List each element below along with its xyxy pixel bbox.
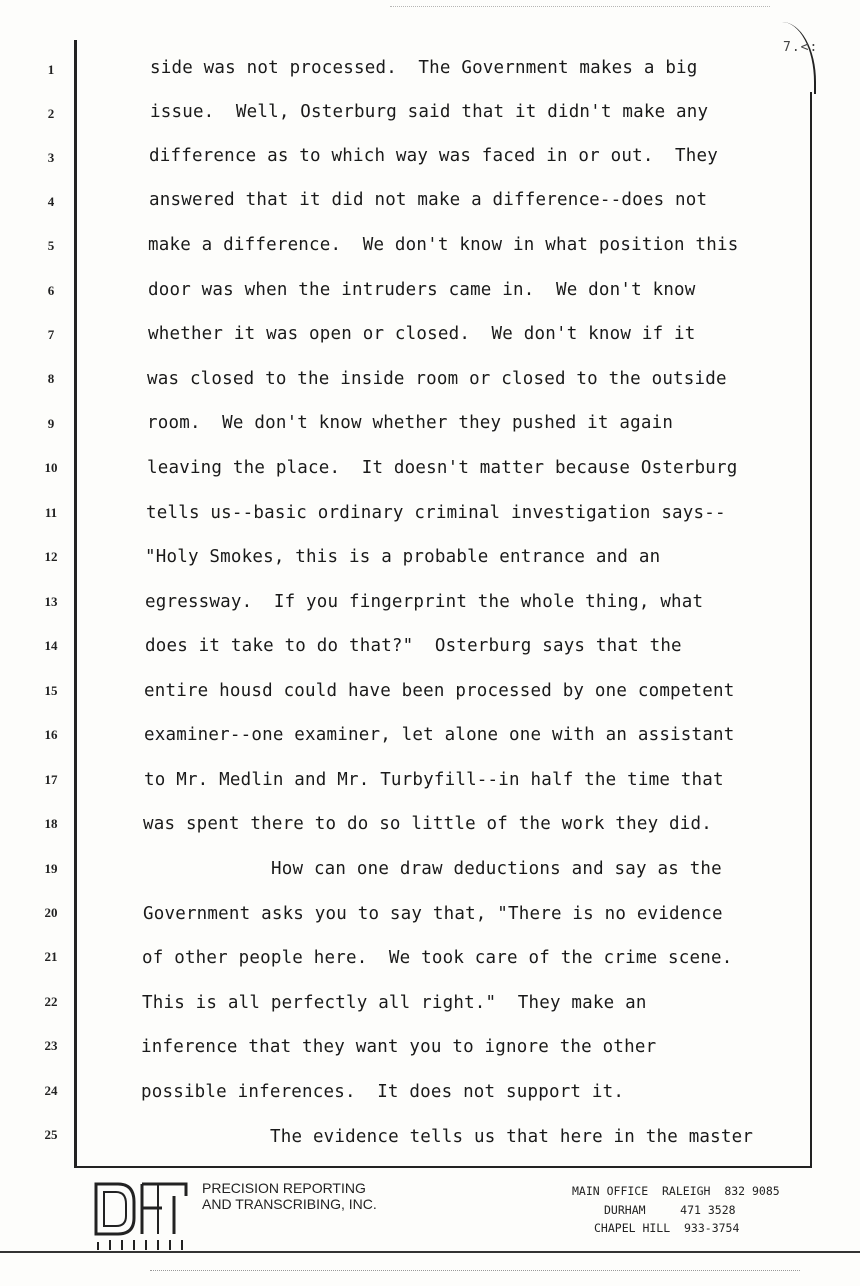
transcript-line: was spent there to do so little of the work they did.	[143, 814, 713, 834]
transcript-line: issue. Well, Osterburg said that it didn't make any	[150, 102, 709, 122]
transcript-line: possible inferences. It does not support it.	[141, 1082, 625, 1102]
line-number: 4	[47, 194, 55, 209]
line-number: 20	[44, 905, 58, 920]
line-number: 7	[47, 327, 55, 342]
scan-noise-bottom	[150, 1270, 800, 1272]
line-number: 8	[47, 371, 55, 386]
line-number: 14	[44, 638, 58, 653]
line-number: 13	[44, 594, 58, 609]
company-logo-icon	[88, 1178, 192, 1252]
line-number: 21	[44, 949, 58, 964]
transcript-line: was closed to the inside room or closed to the outside	[147, 369, 727, 389]
line-number: 9	[47, 416, 55, 431]
main-office-phone: MAIN OFFICE RALEIGH 832 9085	[572, 1184, 780, 1198]
line-number: 23	[44, 1038, 58, 1053]
line-number: 15	[44, 683, 58, 698]
line-number: 1	[47, 62, 55, 77]
page-corner-border	[770, 22, 819, 94]
company-name-line2: AND TRANSCRIBING, INC.	[202, 1196, 377, 1212]
transcript-line: examiner--one examiner, let alone one with an assistant	[144, 725, 735, 745]
transcript-line: does it take to do that?" Osterburg says that the	[145, 636, 682, 656]
line-number: 6	[47, 283, 55, 298]
bottom-margin-rule	[74, 1166, 812, 1168]
transcript-line: inference that they want you to ignore the other	[141, 1037, 657, 1057]
transcript-line: make a difference. We don't know in what position this	[148, 235, 739, 255]
right-margin-rule	[810, 92, 812, 1168]
line-number: 11	[44, 505, 58, 520]
transcript-line: tells us--basic ordinary criminal investigation says--	[146, 503, 726, 523]
transcript-line: whether it was open or closed. We don't know if it	[148, 324, 696, 344]
transcript-line: egressway. If you fingerprint the whole thing, what	[145, 592, 704, 612]
durham-phone: DURHAM 471 3528	[604, 1203, 736, 1217]
transcript-line: difference as to which way was faced in or out. They	[149, 146, 719, 166]
line-number: 19	[44, 861, 58, 876]
line-number: 18	[44, 816, 58, 831]
line-number: 5	[47, 238, 55, 253]
transcript-line: side was not processed. The Government makes a big	[150, 58, 698, 78]
line-number: 2	[47, 106, 55, 121]
transcript-line: to Mr. Medlin and Mr. Turbyfill--in half the time that	[144, 770, 724, 790]
line-number: 17	[44, 772, 58, 787]
page-number: 7.<:	[783, 40, 819, 55]
transcript-line: The evidence tells us that here in the master	[270, 1127, 754, 1147]
transcript-line: of other people here. We took care of the crime scene.	[142, 948, 733, 968]
line-number: 22	[44, 994, 58, 1009]
line-number: 16	[44, 727, 58, 742]
company-name-line1: PRECISION REPORTING	[202, 1180, 366, 1196]
line-number: 25	[44, 1127, 58, 1142]
scan-noise	[390, 6, 770, 13]
company-name	[202, 1180, 377, 1212]
transcript-line: "Holy Smokes, this is a probable entrance and an	[145, 547, 661, 567]
line-number: 10	[44, 460, 58, 475]
transcript-line: Government asks you to say that, "There is no evidence	[143, 904, 723, 924]
transcript-line: leaving the place. It doesn't matter because Osterburg	[147, 458, 738, 478]
line-number: 3	[47, 150, 55, 165]
transcript-line: This is all perfectly all right." They make an	[142, 993, 647, 1013]
left-margin-rule	[74, 40, 77, 1168]
transcript-line: room. We don't know whether they pushed it again	[147, 413, 674, 433]
footer-rule	[0, 1251, 860, 1253]
chapel-hill-phone: CHAPEL HILL 933-3754	[594, 1221, 740, 1235]
transcript-line: door was when the intruders came in. We don't know	[148, 280, 696, 300]
line-number: 12	[44, 549, 58, 564]
transcript-line: entire housd could have been processed by one competent	[144, 681, 735, 701]
transcript-line: answered that it did not make a difference--does not	[149, 190, 708, 210]
line-number: 24	[44, 1083, 58, 1098]
transcript-line: How can one draw deductions and say as the	[271, 859, 722, 879]
